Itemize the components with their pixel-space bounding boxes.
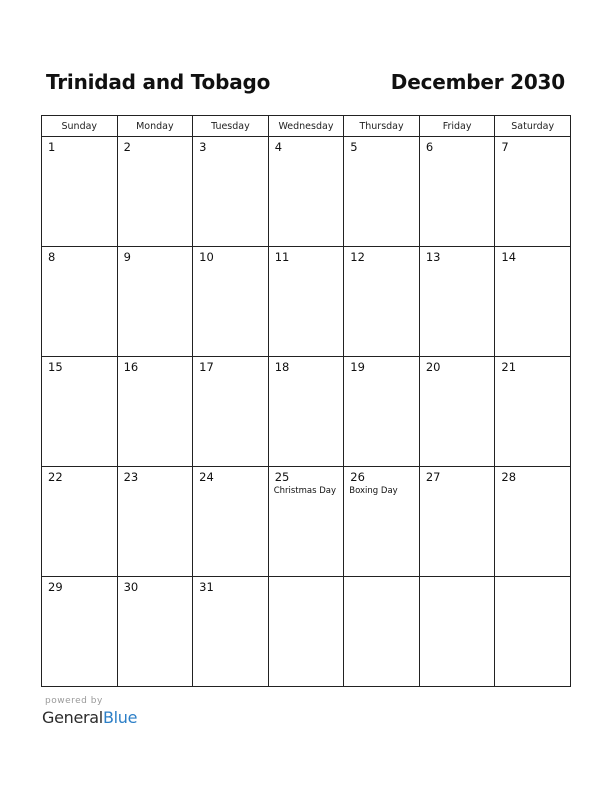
day-number: 25 — [274, 470, 290, 484]
day-cell — [117, 137, 193, 247]
day-cell — [268, 467, 344, 577]
day-number: 15 — [48, 360, 63, 374]
day-number: 3 — [199, 140, 207, 154]
day-number: 1 — [48, 140, 56, 154]
weekday-header: Friday — [419, 116, 495, 137]
day-number: 13 — [425, 250, 441, 264]
day-cell — [495, 247, 571, 357]
day-cell — [419, 467, 495, 577]
day-cell — [268, 137, 344, 247]
day-cell — [193, 137, 269, 247]
day-number: 10 — [199, 250, 214, 264]
day-cell — [495, 577, 571, 687]
day-cell — [419, 137, 495, 247]
day-number: 18 — [274, 360, 290, 374]
holiday-label: Boxing Day — [349, 486, 398, 496]
day-cell — [419, 357, 495, 467]
weekday-header: Monday — [117, 116, 193, 137]
day-number: 12 — [350, 250, 365, 264]
day-cell — [42, 137, 118, 247]
day-number: 30 — [123, 580, 139, 594]
day-cell — [42, 467, 118, 577]
day-cell — [193, 467, 269, 577]
day-cell — [193, 357, 269, 467]
brand-general-text: General — [42, 708, 103, 727]
day-number: 4 — [274, 140, 283, 154]
weekday-header-row — [42, 116, 571, 137]
day-cell — [268, 357, 344, 467]
weekday-header: Thursday — [344, 116, 420, 137]
day-number: 22 — [48, 470, 63, 484]
brand-logo[interactable] — [42, 708, 137, 727]
day-number: 23 — [123, 470, 139, 484]
day-cell — [268, 577, 344, 687]
day-cell — [193, 577, 269, 687]
day-cell — [42, 357, 118, 467]
day-number: 19 — [350, 360, 365, 374]
day-cell — [117, 247, 193, 357]
day-cell — [193, 247, 269, 357]
day-number — [344, 577, 419, 580]
day-cell — [344, 137, 420, 247]
day-number: 20 — [425, 360, 441, 374]
day-cell — [344, 247, 420, 357]
day-number: 5 — [350, 140, 358, 154]
day-cell — [42, 577, 118, 687]
day-number: 11 — [274, 250, 290, 264]
day-cell — [268, 247, 344, 357]
day-number — [495, 577, 570, 580]
day-cell — [495, 467, 571, 577]
week-row — [42, 467, 571, 577]
day-cell — [344, 467, 420, 577]
day-cell — [419, 247, 495, 357]
brand-blue-text: Blue — [102, 708, 138, 727]
day-cell — [495, 137, 571, 247]
day-number: 7 — [501, 140, 509, 154]
day-cell — [344, 357, 420, 467]
day-number: 16 — [123, 360, 139, 374]
holiday-label: Christmas Day — [273, 486, 337, 496]
country-title: Trinidad and Tobago — [46, 70, 271, 94]
calendar-grid — [41, 115, 571, 687]
day-number: 2 — [123, 140, 131, 154]
day-cell — [117, 577, 193, 687]
day-number: 31 — [199, 580, 214, 594]
day-cell — [344, 577, 420, 687]
day-cell — [42, 247, 118, 357]
day-number: 29 — [48, 580, 63, 594]
day-number: 26 — [350, 470, 365, 484]
day-cell — [495, 357, 571, 467]
day-cell — [117, 467, 193, 577]
powered-by-text: powered by — [45, 696, 103, 706]
week-row — [42, 137, 571, 247]
weekday-header: Wednesday — [268, 116, 344, 137]
weekday-header: Saturday — [495, 116, 571, 137]
week-row — [42, 577, 571, 687]
day-number: 28 — [501, 470, 517, 484]
day-number: 17 — [199, 360, 214, 374]
day-number: 8 — [48, 250, 56, 264]
week-row — [42, 247, 571, 357]
day-cell — [117, 357, 193, 467]
weekday-header: Tuesday — [193, 116, 269, 137]
day-number: 14 — [501, 250, 517, 264]
day-number: 24 — [199, 470, 214, 484]
month-title: December 2030 — [390, 70, 565, 94]
day-number: 21 — [501, 360, 517, 374]
day-number — [420, 577, 495, 580]
day-number: 9 — [123, 250, 131, 264]
week-row — [42, 357, 571, 467]
day-number: 27 — [425, 470, 441, 484]
day-cell — [419, 577, 495, 687]
day-number: 6 — [425, 140, 434, 154]
weekday-header: Sunday — [42, 116, 118, 137]
day-number — [269, 577, 344, 580]
